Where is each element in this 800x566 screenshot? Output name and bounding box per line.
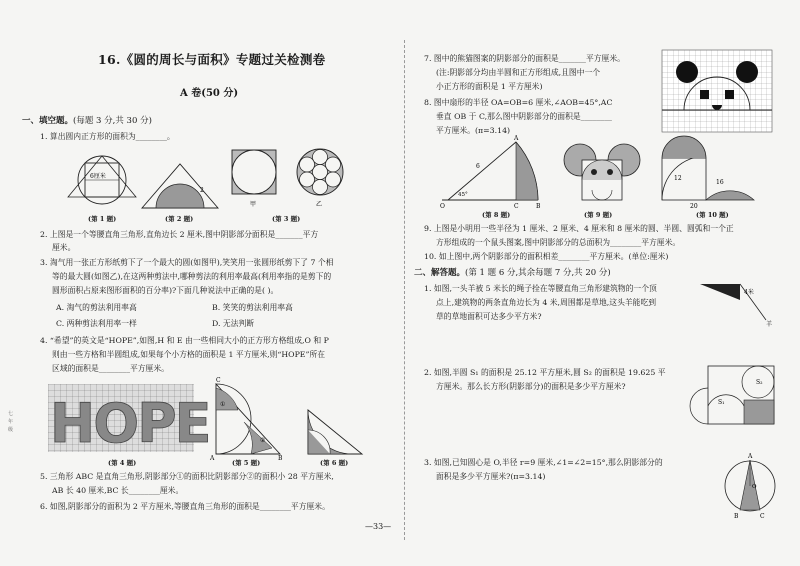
caption-q8: (第 8 题)	[482, 211, 511, 219]
answer-3-line1: 3. 如图,已知圆心是 O,半径 r=9 厘米,∠1=∠2=15°,那么阴影部分的	[424, 458, 663, 467]
q5-label-c: C	[216, 377, 221, 384]
question-1: 1. 算出圆内正方形的面积为________。	[40, 132, 175, 141]
q3-option-c: C. 两种剪法利用率一样	[56, 319, 137, 328]
q5-label-b: B	[278, 455, 283, 462]
a2-figure	[706, 364, 776, 426]
q2-fig-label: 2	[200, 187, 204, 194]
q8-label-o: O	[440, 203, 445, 210]
a3-label-c: C	[760, 513, 765, 520]
a3-label-a: A	[748, 453, 753, 460]
a1-label-4m: 4米	[744, 289, 754, 296]
question-8-line3: 平方厘米。(π=3.14)	[436, 126, 511, 135]
q3-figure-yi	[296, 148, 348, 208]
q10-figure	[656, 138, 760, 208]
question-4-line2: 则由一些方格和半圆组成,如果每个小方格的面积是 1 平方厘米,则“HOPE”所在	[52, 350, 326, 359]
caption-q10: (第 10 题)	[696, 211, 729, 219]
q3-option-d: D. 无法判断	[212, 319, 255, 328]
q5-label-2: ②	[260, 437, 266, 444]
q3-option-b: B. 笑笑的剪法利用率高	[212, 303, 293, 312]
q10-label-16: 16	[716, 179, 724, 186]
question-2-line1: 2. 上图是一个等腰直角三角形,直角边长 2 厘米,图中阴影部分面积是_______平方	[40, 230, 319, 239]
q8-label-6: 6	[476, 163, 480, 170]
q7-panda-figure	[662, 50, 772, 132]
q3-label-yi: 乙	[316, 201, 323, 208]
a3-label-b: B	[734, 513, 739, 520]
a2-label-s2: S₂	[756, 379, 763, 386]
caption-q2: (第 2 题)	[165, 215, 194, 223]
question-8-line1: 8. 图中扇形的半径 OA=OB=6 厘米,∠AOB=45°,AC	[424, 98, 613, 107]
answer-1-line2: 点上,建筑物的两条直角边长为 4 米,周围都是草地,这头羊能吃到	[436, 298, 657, 307]
column-divider	[404, 40, 405, 540]
question-6: 6. 如图,阴影部分的面积为 2 平方厘米,等腰直角三角形的面积是________平方厘米。	[40, 502, 330, 511]
caption-q3: (第 3 题)	[272, 215, 301, 223]
q5-label-a: A	[210, 455, 215, 462]
answer-3-line2: 面积是多少平方厘米?(π=3.14)	[436, 472, 546, 481]
q10-label-20: 20	[690, 203, 698, 210]
question-3-line2: 等的最大圆(如图乙),在这两种剪法中,哪种剪法的利用率最高(利用率指的是剪下的	[52, 272, 332, 281]
q6-figure	[306, 408, 366, 456]
answer-1-line1: 1. 如图,一头羊被 5 米长的绳子拴在等腰直角三角形建筑物的一个顶	[424, 284, 657, 293]
caption-q4: (第 4 题)	[108, 459, 137, 467]
a2-label-s1: S₁	[718, 399, 725, 406]
question-9-line1: 9. 上图是小明用一些半径为 1 厘米、2 厘米、4 厘米和 8 厘米的圆、半圆、圆弧和一个正	[424, 224, 734, 233]
page-number: —33—	[365, 522, 392, 531]
question-7-line3: 小正方形的面积是 1 平方厘米)	[436, 82, 543, 91]
q1-figure	[70, 150, 150, 210]
answer-1-line3: 草的草地面积可达多少平方米?	[436, 312, 542, 321]
q8-label-c: C	[514, 203, 519, 210]
question-5-line2: AB 长 40 厘米,BC 长________厘米。	[52, 486, 184, 495]
q9-mouse-figure	[562, 138, 642, 208]
q8-label-angle: 45°	[458, 192, 468, 198]
question-4-line1: 4. “希望”的英文是“HOPE”,如图,H 和 E 由一些相同大小的正方形方格组成,O 和 P	[40, 336, 329, 345]
q5-figure	[210, 377, 284, 462]
caption-q5: (第 5 题)	[232, 459, 261, 467]
question-7-line1: 7. 图中的熊猫图案的阴影部分的面积是_______平方厘米。	[424, 54, 625, 63]
section-solve-heading: 二、解答题。(第 1 题 6 分,其余每题 7 分,共 20 分)	[414, 268, 611, 278]
q3-figure-jia	[230, 148, 280, 208]
question-9-line2: 方形组成的一个鼠头图案,图中阴影部分的总面积为________平方厘米。	[436, 238, 681, 247]
caption-q9: (第 9 题)	[584, 211, 613, 219]
caption-q6: (第 6 题)	[320, 459, 349, 467]
question-3-line3: 圆形面积占原来图形面积的百分率)?下面几种说法中正确的是( )。	[52, 286, 279, 295]
page-title: 16.《圆的周长与面积》专题过关检测卷	[98, 52, 326, 67]
q8-label-a: A	[514, 135, 519, 142]
q3-option-a: A. 淘气的剪法利用率高	[56, 303, 137, 312]
q1-fig-label: 6厘米	[90, 173, 106, 180]
question-4-line3: 区域的面积是________平方厘米。	[52, 364, 169, 373]
q8-label-b: B	[536, 203, 541, 210]
section-fill-in-heading: 一、填空题。(每题 3 分,共 30 分)	[22, 116, 152, 126]
question-10: 10. 如上图中,两个阴影部分的面积相差________平方厘米。(单位:厘米)	[424, 252, 669, 261]
q5-label-1: ①	[220, 401, 226, 408]
hope-text: HOPE	[50, 392, 210, 455]
section-subtitle: A 卷(50 分)	[180, 88, 239, 99]
question-7-line2: (注:阴影部分均由半圆和正方形组成,且图中一个	[436, 68, 601, 77]
side-mark: 七年级	[8, 411, 14, 433]
caption-q1: (第 1 题)	[88, 215, 117, 223]
question-8-line2: 垂直 OB 于 C,那么图中阴影部分的面积是________	[436, 112, 612, 121]
q8-figure	[438, 135, 544, 210]
answer-2-line1: 2. 如图,半圆 S₁ 的面积是 25.12 平方厘米,圆 S₂ 的面积是 19.625 平	[424, 368, 666, 377]
a3-figure	[722, 452, 778, 518]
a3-label-o: O	[752, 484, 757, 490]
q4-hope-figure	[48, 384, 210, 455]
question-2-line2: 厘米。	[52, 243, 76, 252]
question-5-line1: 5. 三角形 ABC 是直角三角形,阴影部分①的面积比阴影部分②的面积小 28 平方厘米,	[40, 472, 334, 481]
q2-figure	[142, 156, 222, 212]
question-3-line1: 3. 淘气用一张正方形纸剪下了一个最大的圆(如图甲),笑笑用一张圆形纸剪下了 7 个相	[40, 258, 334, 267]
a1-figure	[696, 280, 776, 326]
a1-label-sheep: 羊	[766, 321, 773, 328]
q3-label-jia: 甲	[250, 201, 257, 208]
answer-2-line2: 方厘米。那么长方形(阴影部分)的面积是多少平方厘米?	[436, 382, 626, 391]
q10-label-12: 12	[674, 175, 682, 182]
